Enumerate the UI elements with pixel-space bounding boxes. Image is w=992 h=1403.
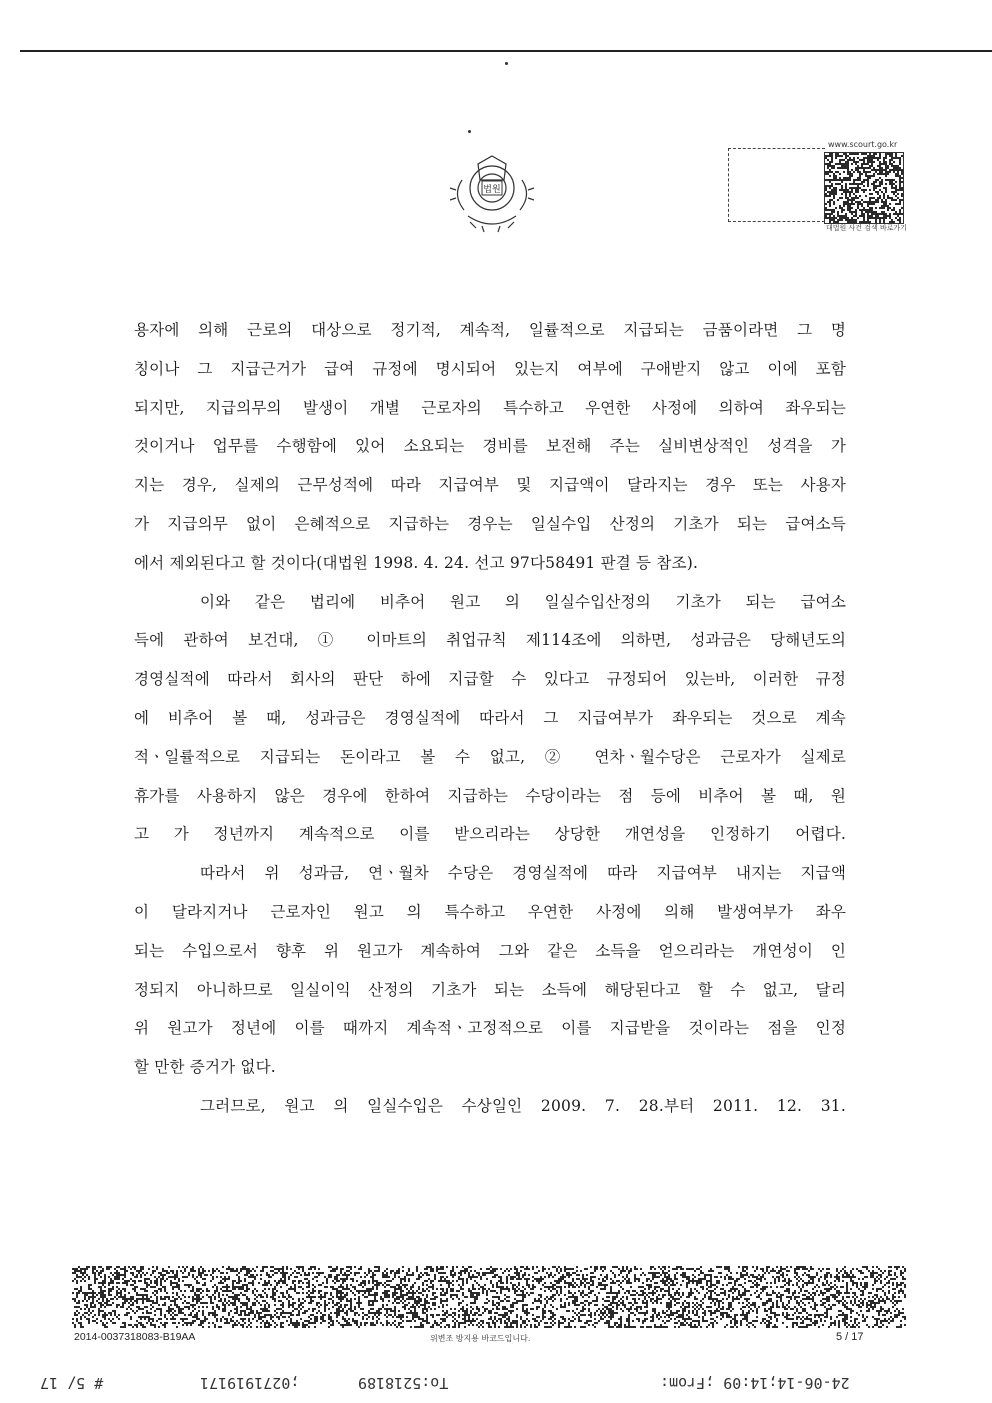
body-line: 에 비추어 볼 때, 성과금은 경영실적에 따라서 그 지급여부가 좌우되는 것으로 계속 — [134, 708, 846, 727]
body-line: 이 달라지거나 근로자인 원고 의 특수하고 우연한 사정에 의해 발생여부가 좌우 — [134, 902, 846, 921]
body-line: 고 가 정년까지 계속적으로 이를 받으리라는 상당한 개연성을 인정하기 어렵다. — [134, 825, 846, 844]
body-line: 되는 수입으로서 향후 위 원고가 계속하여 그와 같은 소득을 얻으리라는 개연성이 인 — [134, 941, 846, 960]
body-line: 것이거나 업무를 수행함에 있어 소요되는 경비를 보전해 주는 실비변상적인 성격을 가 — [134, 437, 846, 456]
barcode-note: 위변조 방지용 바코드입니다. — [430, 1334, 531, 1343]
qr-code-icon — [824, 152, 904, 224]
body-line: 득에 관하여 보건대, ① 이마트의 취업규칙 제114조에 의하면, 성과금은 당해년도의 — [134, 631, 846, 650]
fax-date: 24-06-14;14:09 ;From: — [660, 1374, 850, 1392]
body-line: 휴가를 사용하지 않은 경우에 한하여 지급하는 수당이라는 점 등에 비추어 볼 때, 원 — [134, 786, 846, 805]
document-id: 2014-0037318083-B19AA — [74, 1331, 196, 1343]
body-line: 따라서 위 성과금, 연ㆍ월차 수당은 경영실적에 따라 지급여부 내지는 지급액 — [200, 864, 846, 883]
fax-header — [40, 1374, 920, 1396]
fax-to: To:5218189 — [358, 1374, 449, 1392]
top-rule — [20, 50, 992, 52]
qr-caption: 대법원 사건 검색 바로가기 — [826, 224, 908, 232]
scan-speck — [505, 62, 508, 65]
court-seal-emblem — [442, 150, 542, 238]
body-line: 위 원고가 정년에 이를 때까지 계속적ㆍ고정적으로 이를 지급받을 것이라는 점을 인정 — [134, 1019, 846, 1038]
body-line: 용자에 의해 근로의 대상으로 정기적, 계속적, 일률적으로 지급되는 금품이라면 그 명 — [134, 321, 846, 339]
body-line: 적ㆍ일률적으로 지급되는 돈이라고 볼 수 없고, ② 연차ㆍ월수당은 근로자가 실제로 — [134, 747, 846, 766]
body-line: 할 만한 증거가 없다. — [134, 1058, 276, 1077]
anti-forgery-barcode — [72, 1266, 906, 1328]
body-line: 그러므로, 원고 의 일실수입은 수상일인 2009. 7. 28.부터 2011. 12. 31. — [200, 1096, 846, 1115]
body-line: 정되지 아니하므로 일실이익 산정의 기초가 되는 소득에 해당된다고 할 수 없고, 달리 — [134, 980, 846, 999]
qr-dashed-frame — [728, 148, 825, 222]
body-line: 칭이나 그 지급근거가 급여 규정에 명시되어 있는지 여부에 구애받지 않고 이에 포함 — [134, 359, 846, 378]
judgment-body — [134, 312, 846, 1127]
fax-from-number: ;0271919171 — [200, 1374, 300, 1392]
body-line: 가 지급의무 없이 은혜적으로 지급하는 경우는 일실수입 산정의 기초가 되는 급여소득 — [134, 514, 846, 533]
body-line: 되지만, 지급의무의 발생이 개별 근로자의 특수하고 우연한 사정에 의하여 좌우되는 — [134, 398, 846, 417]
page-number: 5 / 17 — [836, 1331, 864, 1343]
body-line: 경영실적에 따라서 회사의 판단 하에 지급할 수 있다고 규정되어 있는바, 이러한 규정 — [134, 670, 846, 689]
scan-speck — [468, 130, 471, 133]
body-line: 지는 경우, 실제의 근무성적에 따라 지급여부 및 지급액이 달라지는 경우 또는 사용자 — [134, 476, 846, 495]
body-line: 에서 제외된다고 할 것이다(대법원 1998. 4. 24. 선고 97다58491 판결 등 참조). — [134, 553, 699, 572]
seal-text: 법원 — [483, 185, 501, 195]
fax-page: # 5/ 17 — [40, 1374, 104, 1392]
body-line: 이와 같은 법리에 비추어 원고 의 일실수입산정의 기초가 되는 급여소 — [200, 592, 846, 611]
qr-url: www.scourt.go.kr — [828, 140, 898, 149]
